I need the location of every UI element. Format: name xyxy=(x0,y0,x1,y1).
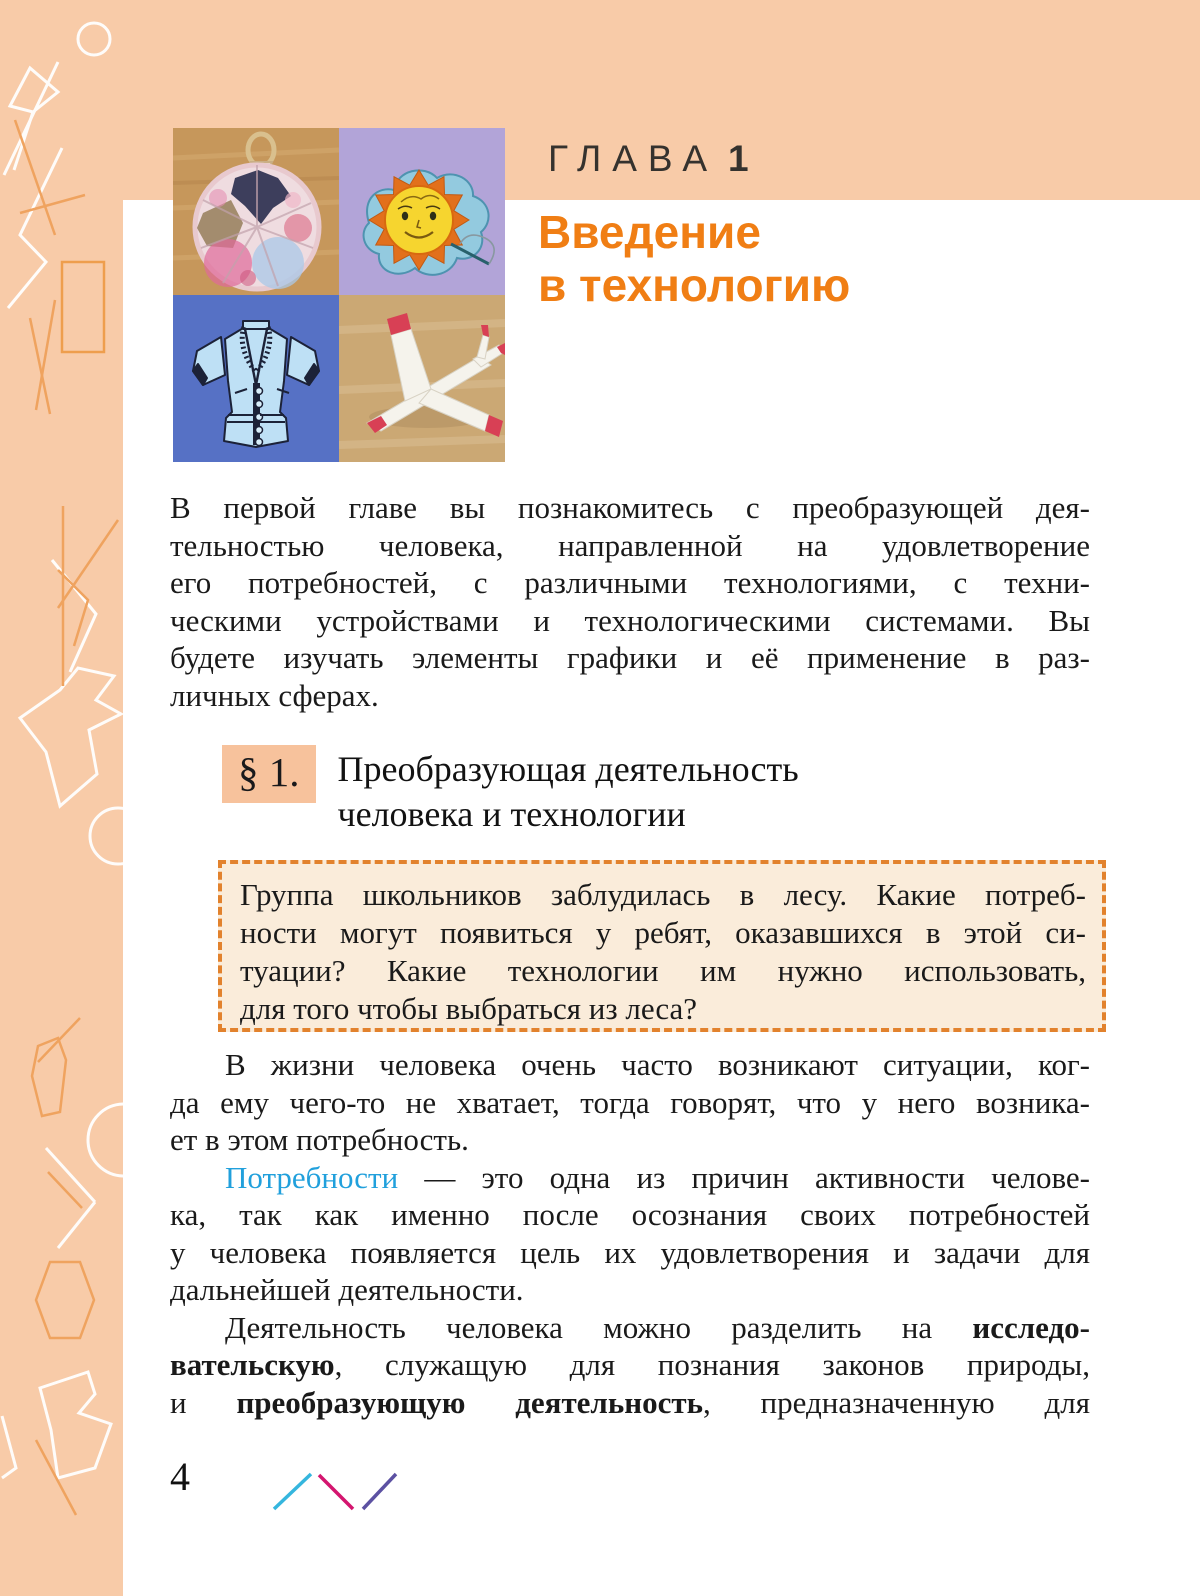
task-box: Группа школьников заблудилась в лесу. Какие потреб- ности могут появиться у ребят, оказавшихся в этой си- туации? Какие технологии им нужно использовать, для того чтобы выбраться из леса? xyxy=(218,860,1106,1032)
body-text xyxy=(170,1046,1090,1421)
chapter-label: ГЛАВА xyxy=(548,138,719,179)
sun-applique-photo xyxy=(339,128,505,295)
section-title xyxy=(338,745,799,837)
section-heading xyxy=(222,745,799,837)
section-title-line2: человека и технологии xyxy=(337,794,686,834)
chapter-photo-grid xyxy=(173,128,505,462)
chapter-title-line2: в технологию xyxy=(538,259,851,311)
sidebar-doodles-icon xyxy=(0,0,123,1596)
paragraph-needs-definition: Потребности — это одна из причин активности челове- ка, так как именно после осознания своих потребностей у человека появляется цель их удовлетворения и задачи для дальнейшей деятельности. xyxy=(170,1159,1090,1307)
blouse-technical-drawing xyxy=(173,295,339,462)
section-title-line1: Преобразующая деятельность xyxy=(337,749,799,789)
patchwork-potholder-photo xyxy=(173,128,339,295)
chapter-title xyxy=(538,206,850,312)
colored-slashes-icon xyxy=(256,1464,406,1516)
intro-paragraph: В первой главе вы познакомитесь с преобразующей дея- тельностью человека, направленной на удовлетворение его потребностей, с различными технологиями, с техни- ческими устройствами и технологическими системами. Вы будете изучать элементы графики и её применение в раз- личных сферах. xyxy=(170,490,1090,713)
chapter-heading xyxy=(548,138,749,180)
paragraph-activity-types: Деятельность человека можно разделить на исследо- вательскую, служащую для познания законов природы, и преобразующую деятельность, предназначенную для xyxy=(170,1309,1091,1420)
chapter-title-line1: Введение xyxy=(538,206,761,258)
chapter-number: 1 xyxy=(728,138,749,179)
toy-glider-photo xyxy=(339,295,505,462)
decorative-sidebar xyxy=(0,0,123,1596)
section-number-badge: § 1. xyxy=(222,745,316,803)
paragraph-needs-situation: В жизни человека очень часто возникают ситуации, ког- да ему чего-то не хватает, тогда говорят, что у него возника- ет в этом потребность. xyxy=(170,1047,1090,1157)
page-number: 4 xyxy=(170,1454,190,1499)
